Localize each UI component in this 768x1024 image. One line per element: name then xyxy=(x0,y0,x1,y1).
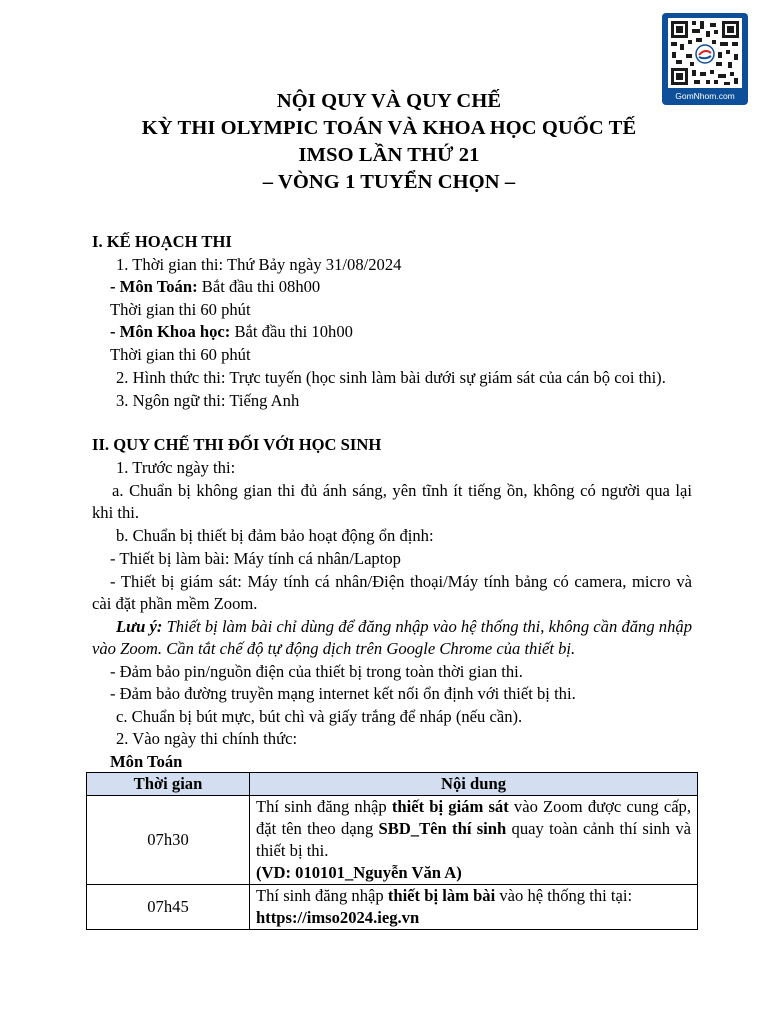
table-header-row xyxy=(87,773,698,796)
title-line-3: IMSO LẦN THỨ 21 xyxy=(298,144,480,166)
header-time: Thời gian xyxy=(87,773,250,796)
title-line-1: NỘI QUY VÀ QUY CHẾ xyxy=(276,90,502,112)
section-1-heading: I. KẾ HOẠCH THI xyxy=(92,232,232,251)
battery-line: - Đảm bảo pin/nguồn điện của thiết bị trong toàn thời gian thi. xyxy=(110,662,523,681)
table-row xyxy=(87,885,698,930)
row1-bold-2: SBD_Tên thí sinh xyxy=(378,819,507,838)
network-line: - Đảm bảo đường truyền mạng internet kết nối ổn định với thiết bị thi. xyxy=(110,684,576,703)
row2-text-2: vào hệ thống thi tại: xyxy=(495,886,633,905)
before-day-line: 1. Trước ngày thi: xyxy=(116,458,236,477)
row1-content xyxy=(250,796,698,885)
section-2-heading: II. QUY CHẾ THI ĐỐI VỚI HỌC SINH xyxy=(92,435,382,454)
row1-text-1: Thí sinh đăng nhập xyxy=(256,797,392,816)
subject-heading: Môn Toán xyxy=(110,752,183,771)
row2-time: 07h45 xyxy=(87,885,250,930)
header-content: Nội dung xyxy=(250,773,698,796)
item-b: b. Chuẩn bị thiết bị đảm bảo hoạt động ổn định: xyxy=(116,526,434,545)
note-text: Thiết bị làm bài chỉ dùng để đăng nhập vào hệ thống thi, không cần đăng nhập vào Zoom. Cần tắt chế độ tự động dịch trên Google Chrome của thiết bị. xyxy=(92,617,692,658)
title-line-2: KỲ THI OLYMPIC TOÁN VÀ KHOA HỌC QUỐC TẾ xyxy=(141,117,637,139)
math-start: Bắt đầu thi 08h00 xyxy=(197,277,321,296)
row1-text-2: vào Zoom được cung cấp, đặt tên theo dạng xyxy=(256,797,692,838)
science-duration: Thời gian thi 60 phút xyxy=(110,345,251,364)
item-c: c. Chuẩn bị bút mực, bút chì và giấy trắng để nháp (nếu cần). xyxy=(116,707,523,726)
exam-day-line: 2. Vào ngày thi chính thức: xyxy=(116,729,298,748)
item-a: a. Chuẩn bị không gian thi đủ ánh sáng, yên tĩnh ít tiếng ồn, không có người qua lại khi thi. xyxy=(92,481,692,522)
row1-bold-1: thiết bị giám sát xyxy=(391,797,509,816)
science-start-line xyxy=(110,321,353,343)
row2-content xyxy=(250,885,698,930)
exam-language-line: 3. Ngôn ngữ thi: Tiếng Anh xyxy=(116,391,300,410)
row1-time: 07h30 xyxy=(87,796,250,885)
table-row xyxy=(87,796,698,885)
math-start-line xyxy=(110,276,320,298)
exam-format-line: 2. Hình thức thi: Trực tuyến (học sinh làm bài dưới sự giám sát của cán bộ coi thi). xyxy=(116,368,666,387)
qr-code-icon xyxy=(668,18,742,88)
badge-label[interactable]: GomNhom.com xyxy=(675,91,735,101)
row2-bold-1: thiết bị làm bài xyxy=(387,886,496,905)
row2-text-1: Thí sinh đăng nhập xyxy=(256,886,388,905)
exam-system-link[interactable]: https://imso2024.ieg.vn xyxy=(256,908,420,927)
note-label: Lưu ý: xyxy=(116,617,163,636)
document-title xyxy=(0,88,768,196)
exam-date-line: 1. Thời gian thi: Thứ Bảy ngày 31/08/2024 xyxy=(116,255,402,274)
science-label: - Môn Khoa học: xyxy=(110,322,231,341)
device-work-line: - Thiết bị làm bài: Máy tính cá nhân/Laptop xyxy=(110,549,401,568)
schedule-table xyxy=(86,772,698,930)
math-label: - Môn Toán: xyxy=(110,277,198,296)
math-duration: Thời gian thi 60 phút xyxy=(110,300,251,319)
title-line-4: – VÒNG 1 TUYỂN CHỌN – xyxy=(262,171,516,193)
note-paragraph xyxy=(92,616,692,660)
row1-text-3: quay toàn cảnh thí sinh và thiết bị thi. xyxy=(256,819,691,860)
device-monitor-line: - Thiết bị giám sát: Máy tính cá nhân/Điện thoại/Máy tính bảng có camera, micro và cài đặt phần mềm Zoom. xyxy=(92,572,692,613)
science-start: Bắt đầu thi 10h00 xyxy=(230,322,353,341)
row1-example: (VD: 010101_Nguyễn Văn A) xyxy=(256,863,462,882)
